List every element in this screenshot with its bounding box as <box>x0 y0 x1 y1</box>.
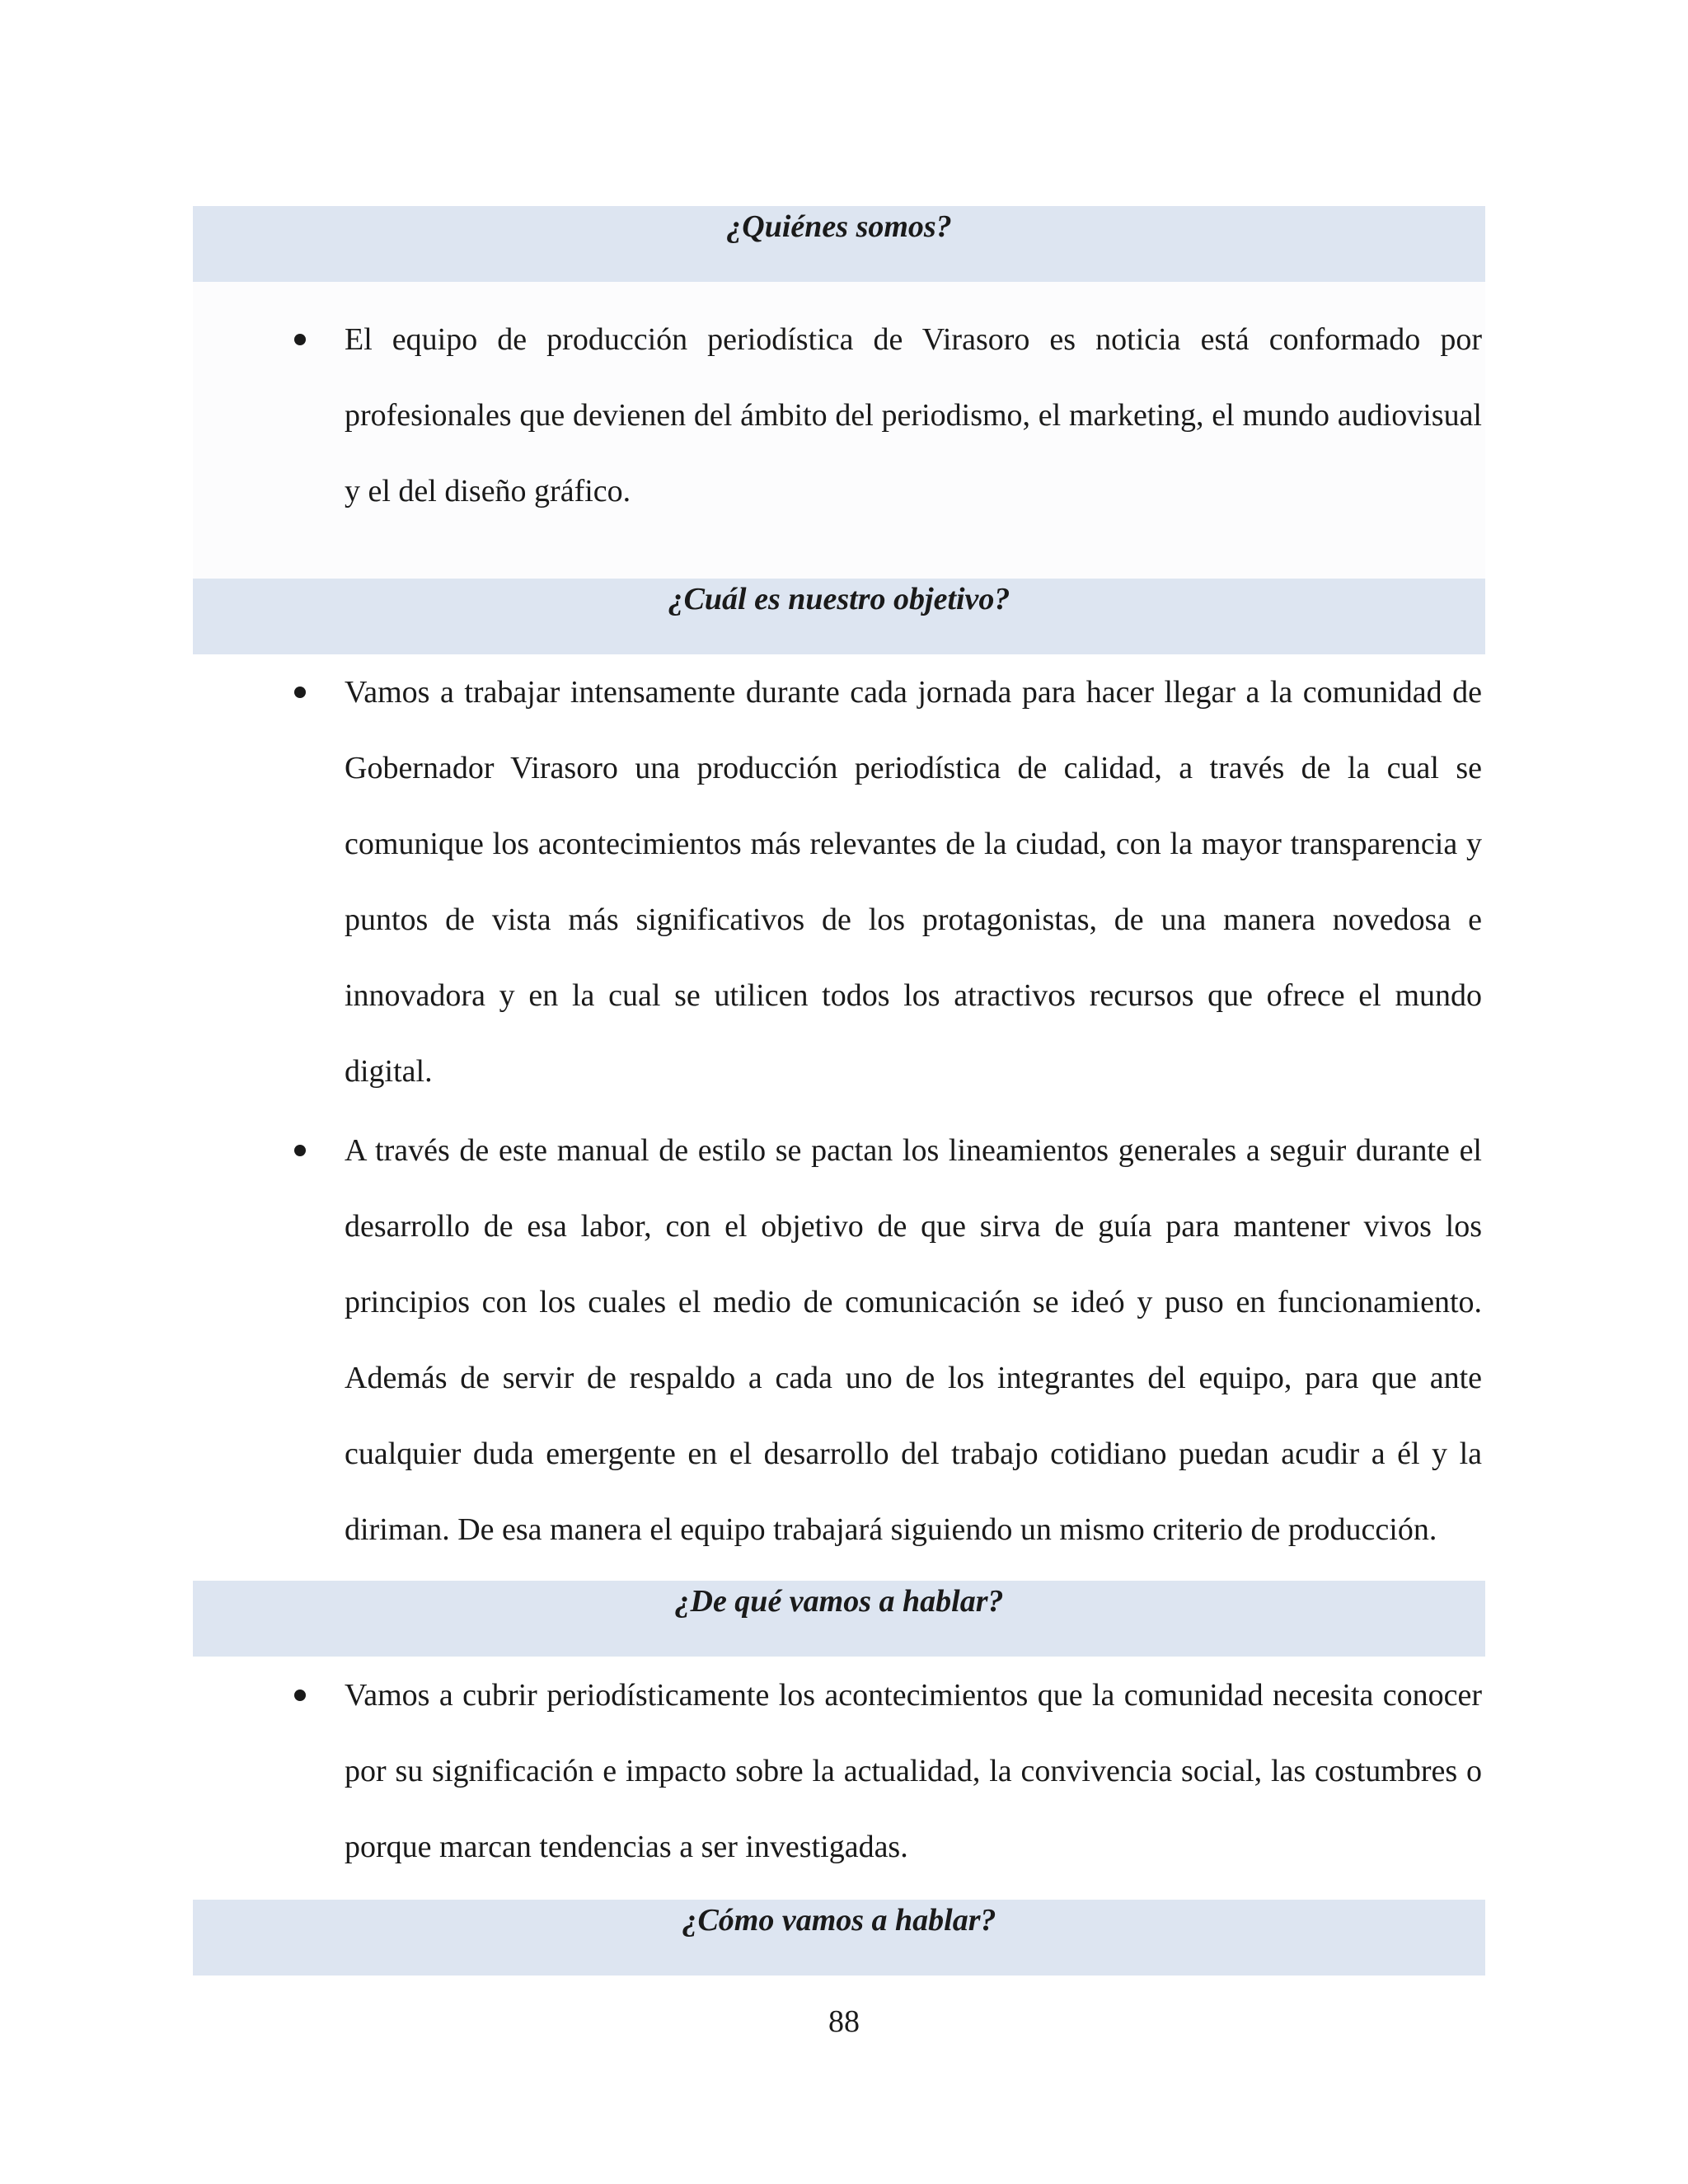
section-heading-text: ¿Quiénes somos? <box>726 209 952 244</box>
page-number: 88 <box>828 2004 860 2039</box>
bullet-icon <box>294 334 306 345</box>
section-heading-como-hablar <box>193 1900 1485 1975</box>
list-item: Vamos a cubrir periodísticamente los acontecimientos que la comunidad necesita conocer por su significación e impacto sobre la actualidad, la convivencia social, las costumbres o porque marcan tendencias a ser investigadas. <box>345 1678 1482 1864</box>
section-heading-quienes-somos <box>193 206 1485 282</box>
bullet-icon <box>294 1690 306 1701</box>
section-heading-text: ¿Cuál es nuestro objetivo? <box>668 582 1010 616</box>
list-item: Vamos a trabajar intensamente durante cada jornada para hacer llegar a la comunidad de Gobernador Virasoro una producción periodística de calidad, a través de la cual se comunique los acontecimientos más relevantes de la ciudad, con la mayor transparencia y puntos de vista más significativos de los protagonistas, de una manera novedosa e innovadora y en la cual se utilicen todos los atractivos recursos que ofrece el mundo digital. <box>345 675 1482 1089</box>
bullet-icon <box>294 687 306 698</box>
section-heading-objetivo <box>193 579 1485 654</box>
section-heading-text: ¿De qué vamos a hablar? <box>674 1584 1004 1619</box>
list-item: El equipo de producción periodística de Virasoro es noticia está conformado por profesionales que devienen del ámbito del periodismo, el marketing, el mundo audiovisual y el del diseño gráfico. <box>345 322 1482 509</box>
section-heading-de-que-hablar <box>193 1581 1485 1657</box>
section-heading-text: ¿Cómo vamos a hablar? <box>682 1903 996 1938</box>
list-item: A través de este manual de estilo se pactan los lineamientos generales a seguir durante el desarrollo de esa labor, con el objetivo de que sirva de guía para mantener vivos los principios con los cuales el medio de comunicación se ideó y puso en funcionamiento. Además de servir de respaldo a cada uno de los integrantes del equipo, para que ante cualquier duda emergente en el desarrollo del trabajo cotidiano puedan acudir a él y la diriman. De esa manera el equipo trabajará siguiendo un mismo criterio de producción. <box>345 1133 1482 1547</box>
bullet-icon <box>294 1145 306 1156</box>
